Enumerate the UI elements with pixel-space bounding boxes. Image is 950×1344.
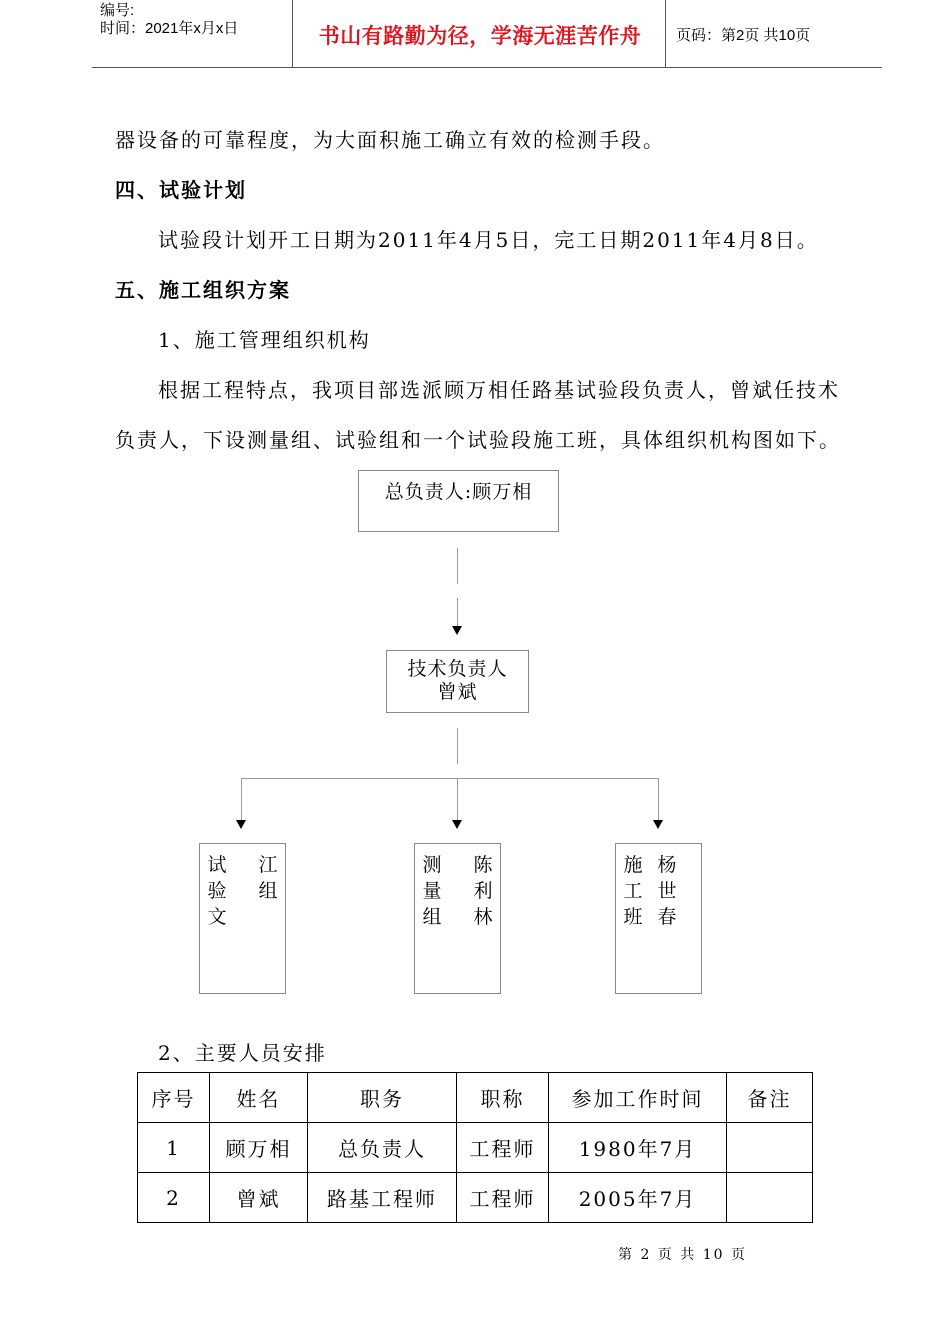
org-box-construction-team bbox=[615, 843, 702, 994]
table-cell: 曾斌 bbox=[210, 1173, 308, 1223]
subheading-1: 1、施工管理组织机构 bbox=[158, 328, 371, 352]
paragraph-line-a: 根据工程特点，我项目部选派顾万相任路基试验段负责人，曾斌任技术 bbox=[158, 378, 840, 402]
table-cell: 工程师 bbox=[457, 1173, 549, 1223]
test-plan-text: 试验段计划开工日期为2011年4月5日，完工日期2011年4月8日。 bbox=[158, 228, 819, 252]
connector-horizontal bbox=[241, 778, 659, 779]
char: 林 bbox=[473, 906, 493, 928]
header-number: 编号: bbox=[100, 2, 135, 19]
org-mid-title: 技术负责人 bbox=[407, 658, 508, 680]
page-footer: 第 2 页 共 10 页 bbox=[618, 1247, 747, 1263]
char: 利 bbox=[473, 880, 493, 902]
box-column bbox=[622, 852, 644, 930]
table-cell: 1 bbox=[138, 1123, 210, 1173]
char: 杨 bbox=[657, 854, 677, 876]
char: 春 bbox=[657, 906, 677, 928]
box-column bbox=[257, 852, 279, 904]
table-cell: 2005年7月 bbox=[549, 1173, 727, 1223]
table-row bbox=[138, 1173, 813, 1223]
box-column bbox=[421, 852, 443, 930]
connector-mid bbox=[457, 728, 458, 764]
table-header-cell: 职务 bbox=[308, 1073, 457, 1123]
table-cell: 顾万相 bbox=[210, 1123, 308, 1173]
subheading-2: 2、主要人员安排 bbox=[158, 1041, 327, 1065]
table-cell: 工程师 bbox=[457, 1123, 549, 1173]
table-header-cell: 职称 bbox=[457, 1073, 549, 1123]
header-page-number: 页码：第2页 共10页 bbox=[676, 27, 811, 44]
char: 组 bbox=[258, 880, 278, 902]
org-top-label: 总负责人:顾万相 bbox=[384, 481, 533, 503]
header-divider-right bbox=[665, 0, 666, 68]
char: 量 bbox=[422, 880, 442, 902]
box-column bbox=[206, 852, 228, 930]
staff-table bbox=[137, 1072, 813, 1223]
table-cell: 2 bbox=[138, 1173, 210, 1223]
org-box-survey-group bbox=[414, 843, 501, 994]
box-column bbox=[472, 852, 494, 930]
org-mid-name: 曾斌 bbox=[437, 681, 478, 703]
paragraph-line-b: 负责人，下设测量组、试验组和一个试验段施工班，具体组织机构图如下。 bbox=[115, 428, 841, 452]
connector-top-1 bbox=[457, 548, 458, 584]
table-header-cell: 备注 bbox=[727, 1073, 813, 1123]
table-cell: 路基工程师 bbox=[308, 1173, 457, 1223]
table-cell: 1980年7月 bbox=[549, 1123, 727, 1173]
connector-branch-2 bbox=[457, 778, 458, 820]
char: 试 bbox=[207, 854, 227, 876]
header-info bbox=[100, 2, 238, 38]
header-divider-left bbox=[292, 0, 293, 68]
char: 江 bbox=[258, 854, 278, 876]
connector-branch-1 bbox=[241, 778, 242, 820]
arrow-down-icon bbox=[452, 626, 462, 635]
body-line-1: 器设备的可靠程度，为大面积施工确立有效的检测手段。 bbox=[115, 128, 665, 152]
char: 工 bbox=[623, 880, 643, 902]
header-bottom-rule bbox=[92, 67, 882, 68]
table-cell bbox=[727, 1123, 813, 1173]
table-header-cell: 序号 bbox=[138, 1073, 210, 1123]
connector-top-2 bbox=[457, 598, 458, 626]
arrow-down-icon bbox=[236, 820, 246, 829]
table-cell bbox=[727, 1173, 813, 1223]
header-time: 时间：2021年x月x日 bbox=[100, 20, 239, 37]
connector-branch-3 bbox=[658, 778, 659, 820]
char: 班 bbox=[623, 906, 643, 928]
char: 文 bbox=[207, 906, 227, 928]
header-motto: 书山有路勤为径，学海无涯苦作舟 bbox=[318, 23, 642, 48]
arrow-down-icon bbox=[653, 820, 663, 829]
table-header-row bbox=[138, 1073, 813, 1123]
char: 测 bbox=[422, 854, 442, 876]
char: 陈 bbox=[473, 854, 493, 876]
arrow-down-icon bbox=[452, 820, 462, 829]
char: 施 bbox=[623, 854, 643, 876]
section-heading-4: 四、试验计划 bbox=[115, 178, 247, 202]
char: 世 bbox=[657, 880, 677, 902]
table-cell: 总负责人 bbox=[308, 1123, 457, 1173]
org-box-middle bbox=[386, 650, 529, 713]
char: 验 bbox=[207, 880, 227, 902]
org-box-top bbox=[358, 470, 559, 532]
table-row bbox=[138, 1123, 813, 1173]
table-header-cell: 姓名 bbox=[210, 1073, 308, 1123]
table-header-cell: 参加工作时间 bbox=[549, 1073, 727, 1123]
box-column bbox=[656, 852, 678, 930]
section-heading-5: 五、施工组织方案 bbox=[115, 278, 291, 302]
char: 组 bbox=[422, 906, 442, 928]
org-box-test-group bbox=[199, 843, 286, 994]
